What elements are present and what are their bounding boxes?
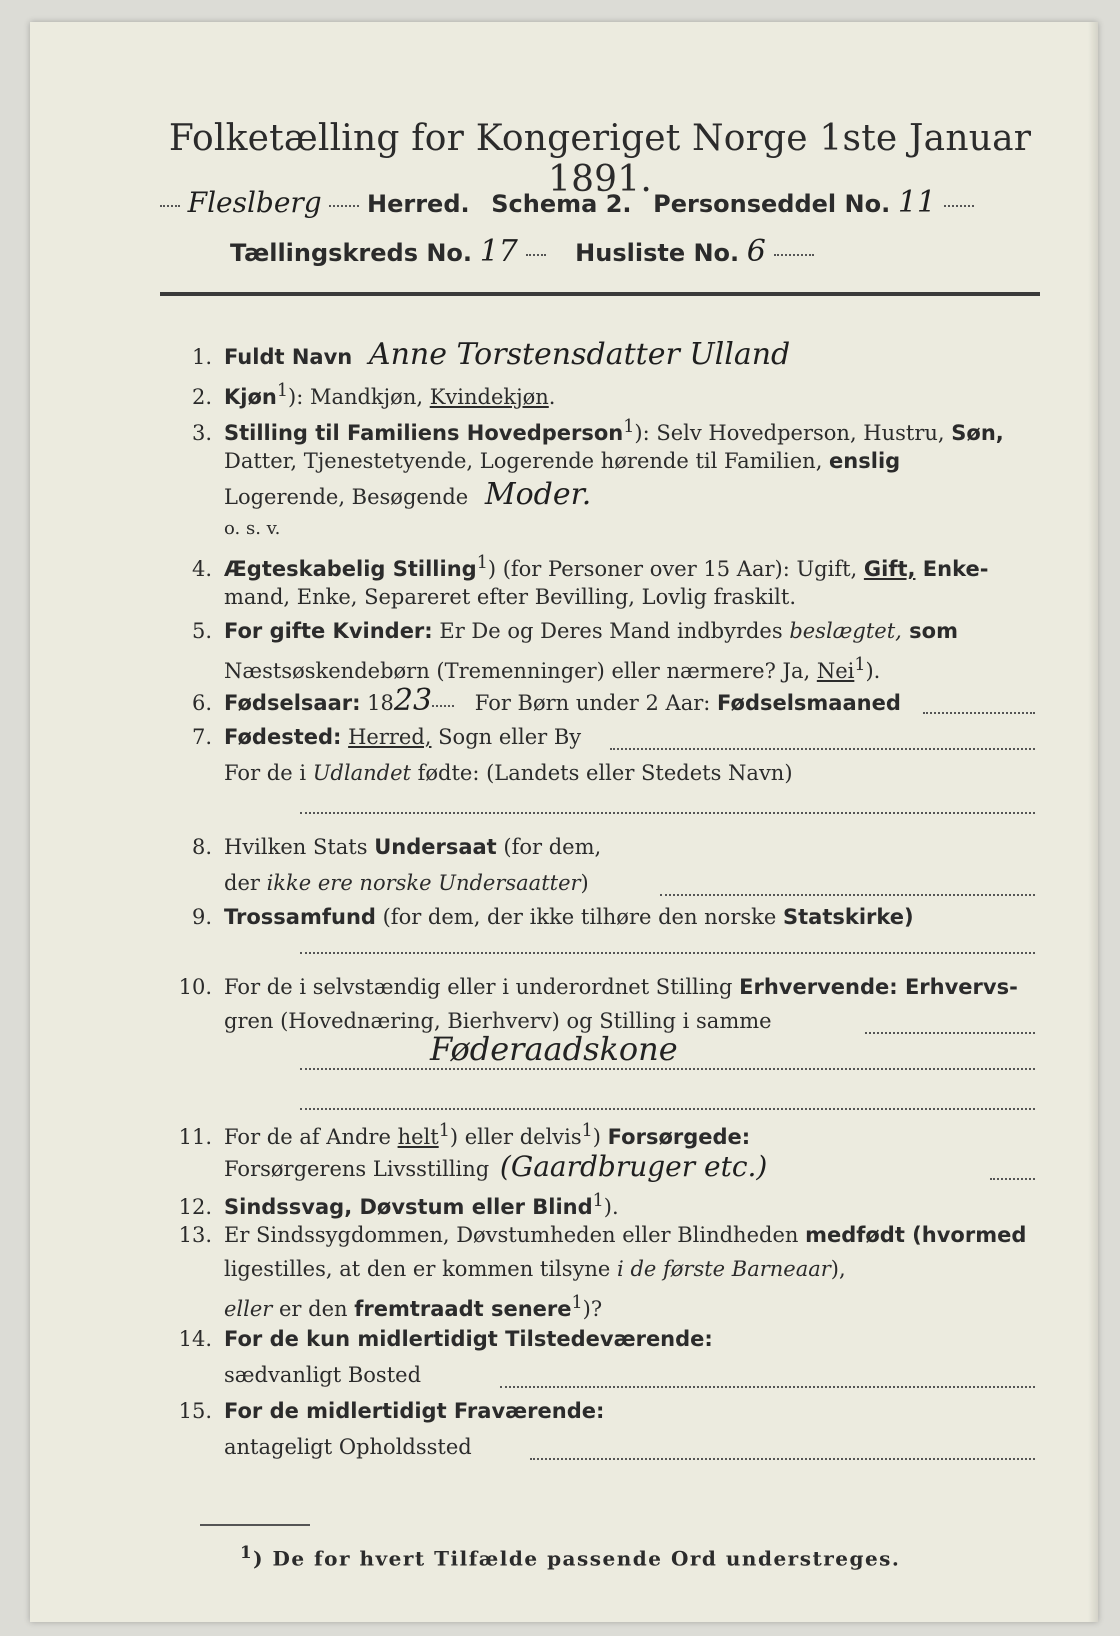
item-number: 7. <box>191 725 212 749</box>
item-number: 6. <box>191 691 212 715</box>
footnote-rule <box>200 1524 310 1526</box>
item-text: Hvilken Stats <box>224 835 375 859</box>
item-label: For de midlertidigt Fraværende: <box>224 1399 605 1423</box>
item-4 <box>160 548 1040 584</box>
item-label: Forsørgede: <box>607 1125 751 1149</box>
item-label: For gifte Kvinder: <box>224 619 433 643</box>
item-text: i de første Barneaar <box>617 1257 831 1281</box>
item-text: . <box>548 385 556 409</box>
item-text: ) <box>592 1125 608 1149</box>
item-label: (hvormed <box>904 1223 1027 1247</box>
item-label: Sindssvag, Døvstum eller Blind <box>224 1195 593 1219</box>
item-number: 13. <box>178 1223 212 1247</box>
fill-line <box>500 1386 1035 1388</box>
item-text: Næstsøskendebørn (Tremenninger) eller nærmere? Ja, <box>224 659 817 683</box>
item-number: 14. <box>178 1327 212 1351</box>
item-label: Statskirke) <box>782 905 914 929</box>
herred-label: Herred. <box>367 190 470 218</box>
item-text: 18 <box>360 691 394 715</box>
item-text: sædvanligt Bosted <box>224 1363 422 1387</box>
item-text: o. s. v. <box>224 518 281 539</box>
item-15 <box>160 1396 1040 1426</box>
item-text: er den <box>272 1297 355 1321</box>
item-number: 8. <box>191 835 212 859</box>
item-12: 12. Sindssvag, Døvstum eller Blind$^1$). <box>160 1186 1040 1222</box>
fill-line <box>300 1108 1035 1110</box>
footnote-mark: 1 <box>276 381 288 401</box>
fill-line <box>610 748 1035 750</box>
item-number: 4. <box>191 557 212 581</box>
item-6 <box>160 683 1040 718</box>
item-7-line-2 <box>160 758 1098 788</box>
item-text: For de i <box>224 761 313 785</box>
provider-occupation-value: (Gaardbruger etc.) <box>499 1150 768 1183</box>
item-text: (for dem, der ikke tilhøre den norske <box>375 905 783 929</box>
fill-line <box>923 712 1035 714</box>
item-text: ) <box>580 871 589 895</box>
herred-row <box>160 185 1040 220</box>
kreds-row <box>230 234 990 269</box>
item-10 <box>160 972 1040 1002</box>
item-8 <box>160 832 1040 862</box>
item-text: Sogn eller By <box>431 725 582 749</box>
item-14 <box>160 1324 1040 1354</box>
item-5 <box>160 616 1040 646</box>
item-text: For de i selvstændig eller i underordnet Stilling <box>224 975 740 999</box>
item-label: Stilling til Familiens Hovedperson <box>224 421 624 445</box>
item-number: 2. <box>191 385 212 409</box>
item-text: For Børn under 2 Aar: <box>474 691 718 715</box>
fill-line <box>865 1032 1035 1034</box>
item-text: )? <box>582 1297 603 1321</box>
personseddel-value: 11 <box>897 185 937 220</box>
item-1 <box>160 337 1040 372</box>
fill-line <box>300 1068 1035 1070</box>
selected-option: Herred, <box>348 725 432 749</box>
item-number: 9. <box>191 905 212 929</box>
kreds-value: 17 <box>479 234 518 269</box>
schema-label: Schema 2. <box>491 190 632 218</box>
footnote: $^1$) De for hvert Tilfælde passende Ord understreges. <box>240 1542 901 1571</box>
item-label: fremtraadt senere <box>354 1297 572 1321</box>
item-11: 11. For de af Andre helt$^1$) eller delvis$^1$) Forsørgede: <box>160 1116 1040 1152</box>
fill-line <box>660 894 1035 896</box>
item-3-line-4 <box>160 514 1098 544</box>
birth-year-value: 23 <box>393 683 433 718</box>
item-number: 15. <box>178 1399 212 1423</box>
item-text: gren (Hovednæring, Bierhverv) og Stilling i samme <box>224 1009 772 1033</box>
item-text: Udlandet <box>312 761 411 785</box>
item-text: ligestilles, at den er kommen tilsyne <box>224 1257 618 1281</box>
item-13-line-2 <box>160 1254 1098 1284</box>
item-text: der <box>224 871 267 895</box>
item-label: Erhvervs- <box>897 975 1018 999</box>
item-4-line-2 <box>160 582 1098 612</box>
item-label: Erhvervende: <box>739 975 898 999</box>
header-rule <box>160 292 1040 296</box>
item-2 <box>160 376 1040 412</box>
item-text: Logerende, Besøgende <box>224 485 469 509</box>
selected-option: Kvindekjøn <box>429 385 549 409</box>
item-text: ): Mandkjøn, <box>288 385 430 409</box>
item-number: 10. <box>178 975 212 999</box>
item-label: Ægteskabelig Stilling <box>224 557 477 581</box>
item-text: ), <box>830 1257 846 1281</box>
item-number: 1. <box>191 345 212 369</box>
item-text: fødte: (Landets eller Stedets Navn) <box>410 761 793 785</box>
footnote-mark: 1 <box>623 417 635 437</box>
item-label: Fuldt Navn <box>224 345 353 369</box>
herred-value: Fleslberg <box>187 186 322 219</box>
item-11-line-2 <box>160 1152 1098 1184</box>
item-3 <box>160 412 1040 448</box>
item-text: ikke ere norske Undersaatter <box>266 871 581 895</box>
item-text: Datter, Tjenestetyende, Logerende hørende til Familien, <box>224 449 830 473</box>
item-text: ): Selv Hovedperson, Hustru, <box>634 421 952 445</box>
item-text: For de af Andre <box>224 1125 398 1149</box>
item-3-line-3 <box>160 477 1098 512</box>
footnote-text: ) De for hvert Tilfælde passende Ord understreges. <box>253 1546 901 1571</box>
item-text: ). <box>865 659 881 683</box>
selected-option: Gift, <box>863 557 916 581</box>
item-number: 11. <box>178 1125 212 1149</box>
item-text: som <box>901 619 958 643</box>
item-text: Enke- <box>915 557 989 581</box>
item-text: Er Sindssygdommen, Døvstumheden eller Blindheden <box>224 1223 806 1247</box>
item-text: (for dem, <box>496 835 602 859</box>
fill-line <box>300 812 1035 814</box>
item-13 <box>160 1220 1040 1250</box>
form-title: Folketælling for Kongeriget Norge 1ste Januar 1891. <box>168 118 1032 200</box>
item-label: Fødested: <box>224 725 342 749</box>
item-label: medfødt <box>805 1223 905 1247</box>
item-text: mand, Enke, Separeret efter Bevilling, Lovlig fraskilt. <box>224 585 797 609</box>
item-number: 3. <box>191 421 212 445</box>
item-label: Fødselsmaaned <box>717 691 901 715</box>
item-label: Fødselsaar: <box>224 691 361 715</box>
selected-option: helt <box>397 1125 439 1149</box>
full-name-value: Anne Torstensdatter Ulland <box>368 337 791 372</box>
item-label: Trossamfund <box>224 905 376 929</box>
item-number: 12. <box>178 1195 212 1219</box>
fill-line <box>990 1178 1035 1180</box>
item-13-line-3: eller er den fremtraadt senere$^1$)? <box>224 1293 603 1321</box>
item-label: Kjøn <box>224 385 277 409</box>
item-3-line-2 <box>160 446 1098 476</box>
item-label: Undersaat <box>374 835 497 859</box>
selected-option: Nei <box>816 659 855 683</box>
item-9 <box>160 902 1040 932</box>
item-5-line-2: Næstsøskendebørn (Tremenninger) eller nærmere? Ja, Nei$^1$). <box>224 655 881 683</box>
occupation-value: Føderaadskone <box>430 1030 678 1068</box>
personseddel-label: Personseddel No. <box>653 190 891 218</box>
item-text: ). <box>603 1195 619 1219</box>
item-text: Er De og Deres Mand indbyrdes <box>432 619 790 643</box>
husliste-value: 6 <box>746 234 766 269</box>
fill-line <box>530 1458 1035 1460</box>
item-text: eller <box>224 1297 273 1321</box>
item-text: ) eller delvis <box>449 1125 582 1149</box>
census-form-page <box>30 22 1098 1622</box>
fill-line <box>300 952 1035 954</box>
item-text: antageligt Opholdssted <box>224 1435 472 1459</box>
item-text: enslig <box>829 449 901 473</box>
item-text: Forsørgerens Livsstilling <box>224 1157 490 1181</box>
item-text: beslægtet, <box>789 619 902 643</box>
relation-value: Moder. <box>484 477 592 512</box>
footnote-mark: 1 <box>476 553 488 573</box>
kreds-label: Tællingskreds No. <box>230 239 473 267</box>
item-number: 5. <box>191 619 212 643</box>
item-text: Søn, <box>951 421 1004 445</box>
husliste-label: Husliste No. <box>575 239 740 267</box>
item-text: ) (for Personer over 15 Aar): Ugift, <box>487 557 864 581</box>
item-label: For de kun midlertidigt Tilstedeværende: <box>224 1327 713 1351</box>
